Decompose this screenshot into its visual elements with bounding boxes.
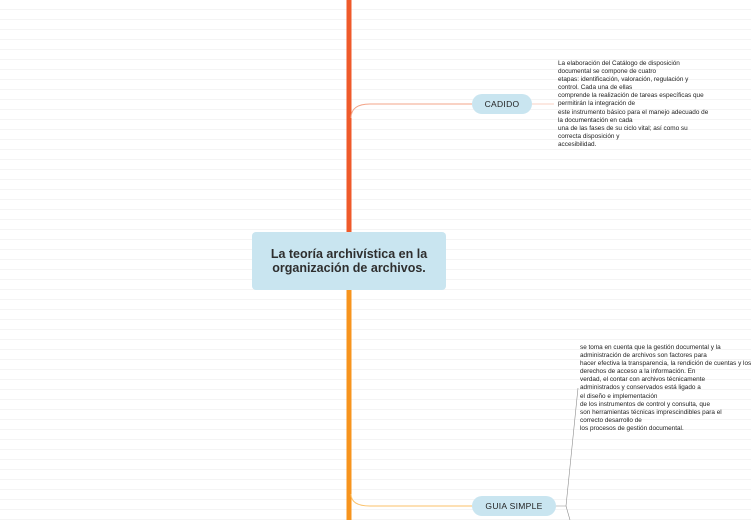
central-topic[interactable]: La teoría archivística en la organización de archivos. (252, 232, 446, 290)
note-guia-simple: se toma en cuenta que la gestión documental y la administración de archivos son factores para hacer efectiva la transparencia, la rendición de cuentas y los derechos de acceso a la información. En verdad, el contar con archivos técnicamente administrados y conservados está ligado a el diseño e implementación de los instrumentos de control y consulta, que son herramientas técnicas imprescindibles para el correcto desarrollo de los procesos de gestión documental. (580, 344, 751, 432)
topic-cadido[interactable] (472, 94, 532, 114)
topic-cadido-label: CADIDO (484, 99, 520, 109)
connector-to-cadido (351, 104, 472, 118)
topic-guia-simple-label: GUIA SIMPLE (485, 501, 543, 511)
topic-guia-simple[interactable] (472, 496, 556, 516)
note-cadido: La elaboración del Catálogo de disposición documental se compone de cuatro etapas: identificación, valoración, regulación y control. Cada una de ellas comprende la realización de tareas específicas que permitirán la integración de este instrumento básico para el manejo adecuado de la documentación en cada una de las fases de su ciclo vital; así como su correcta disposición y accesibilidad. (558, 60, 709, 148)
connector-guia-note (556, 388, 578, 506)
connector-guia-continuation (566, 506, 570, 520)
connector-to-guia-simple (351, 494, 472, 506)
